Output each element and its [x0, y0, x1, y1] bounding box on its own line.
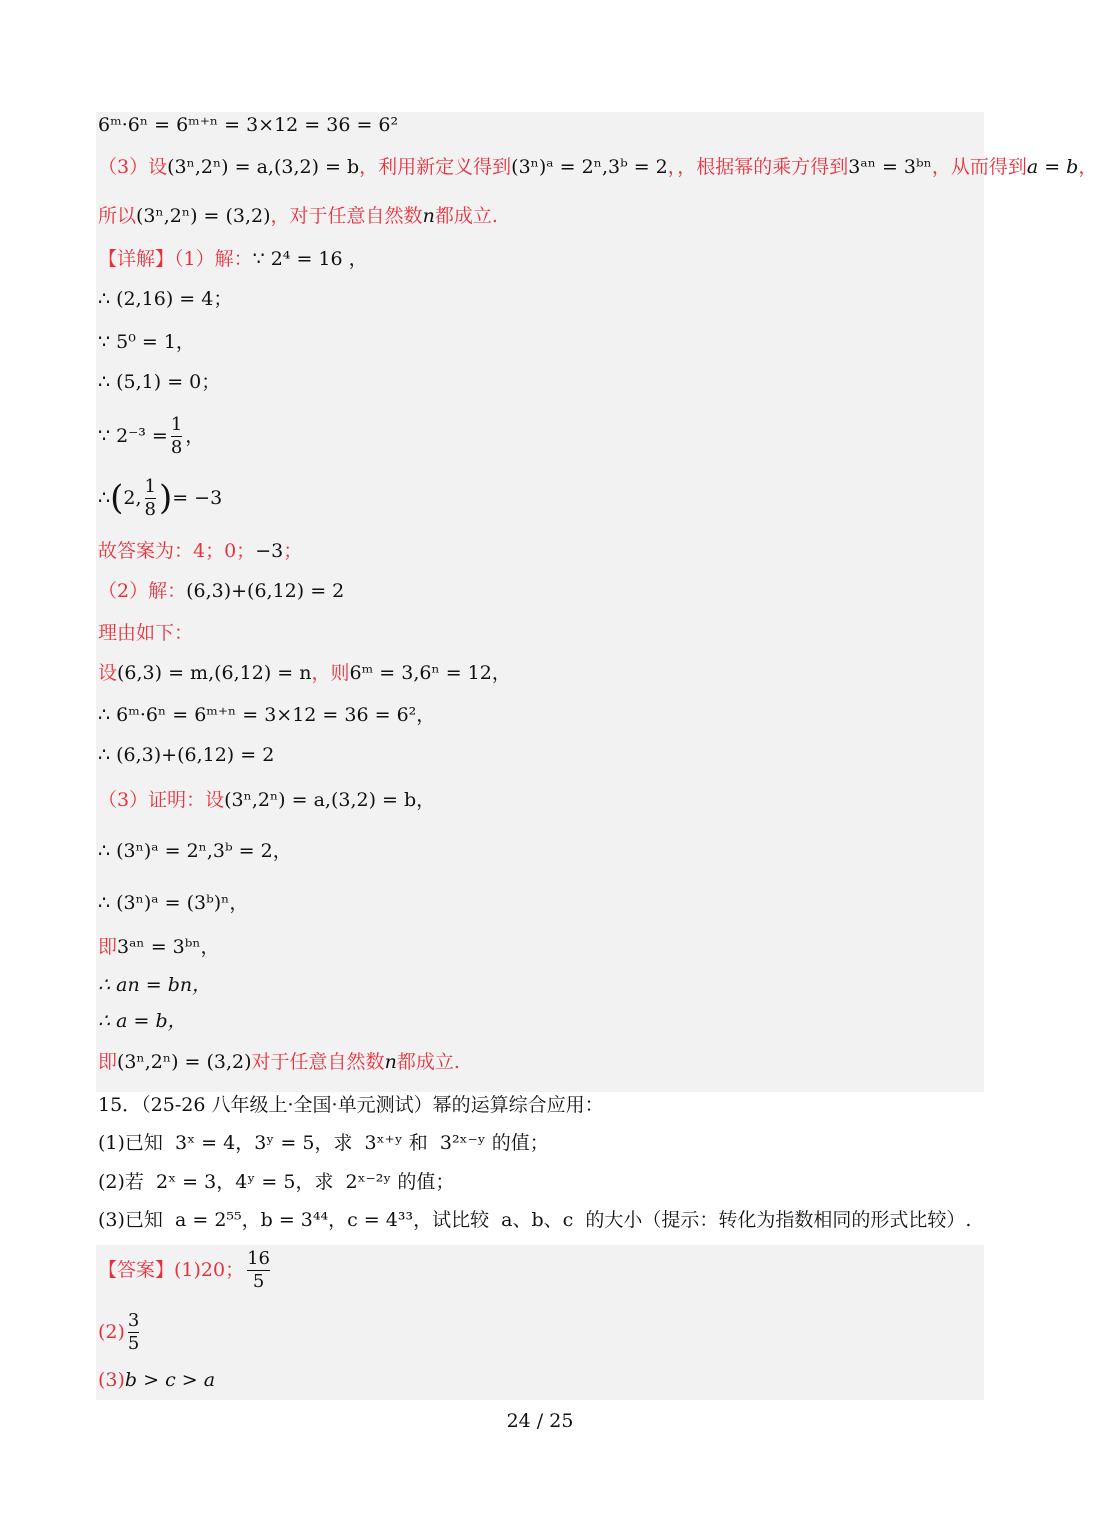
- equation: = −3: [172, 487, 223, 509]
- line-15: [98, 744, 274, 766]
- variable: n: [422, 205, 435, 227]
- question-15-part-1: [98, 1132, 549, 1154]
- text: 即: [98, 936, 118, 958]
- equation: ∴ a = b，: [98, 1010, 187, 1032]
- equation: (3ⁿ)ᵃ = 2ⁿ,3ᵇ = 2: [511, 156, 668, 178]
- equation: ∵ 2⁻³ =: [98, 425, 168, 447]
- equation: (6,3)+(6,12) = 2: [186, 580, 345, 602]
- equation: 6ᵐ = 3,6ⁿ = 12，: [349, 662, 511, 684]
- numerator: 1: [170, 413, 183, 435]
- equation: a = b: [1026, 156, 1079, 178]
- text: ，: [185, 425, 205, 447]
- denominator: 8: [170, 436, 183, 458]
- numerator: 1: [144, 475, 156, 497]
- denominator: 5: [127, 1332, 140, 1354]
- question-15-part-2: [98, 1171, 454, 1193]
- line-11: [98, 580, 344, 602]
- text: (1)已知 3ˣ = 4，3ʸ = 5，求 3ˣ⁺ʸ 和 3²ˣ⁻ʸ 的值；: [98, 1132, 549, 1154]
- equation: 3ᵃⁿ = 3ᵇⁿ: [848, 156, 932, 178]
- line-9: [98, 476, 222, 520]
- equation: ∴ (3ⁿ)ᵃ = 2ⁿ,3ᵇ = 2，: [98, 840, 292, 862]
- therefore-symbol: ∴: [98, 487, 111, 509]
- equation: ∴ 6ᵐ·6ⁿ = 6ᵐ⁺ⁿ = 3×12 = 36 = 6²，: [98, 704, 436, 726]
- equation: ∴ (2,16) = 4；: [98, 288, 233, 310]
- line-18: [98, 892, 248, 914]
- line-13: [98, 662, 511, 684]
- answer-line-1: [98, 1248, 273, 1292]
- equation: 2,: [123, 487, 142, 509]
- text: 都成立.: [434, 205, 498, 227]
- equation: 3ᵃⁿ = 3ᵇⁿ，: [117, 936, 220, 958]
- equation: ∴ an = bn，: [98, 974, 212, 996]
- denominator: 8: [144, 498, 156, 520]
- line-12: [98, 622, 193, 644]
- line-4: [98, 248, 368, 270]
- answer-line-2: [98, 1310, 142, 1354]
- equation: (3ⁿ,2ⁿ) = (3,2): [117, 1051, 252, 1073]
- line-2: [98, 156, 1097, 178]
- line-21: [98, 1010, 187, 1032]
- answer-heading: 【答案】: [98, 1259, 175, 1281]
- text: (3)已知 a = 2⁵⁵，b = 3⁴⁴，c = 4³³，试比较 a、b、c 的大小（提示：转化为指数相同的形式比较）.: [98, 1209, 972, 1231]
- fraction: [145, 477, 156, 520]
- line-6: [98, 331, 195, 353]
- text: 即: [98, 1051, 118, 1073]
- fraction: [171, 415, 182, 458]
- fraction: [128, 1311, 139, 1354]
- text: ，利用新定义得到: [359, 156, 512, 178]
- text: ，，根据幂的乘方得到: [667, 156, 849, 178]
- equation: ∴ (5,1) = 0；: [98, 371, 221, 393]
- line-20: [98, 974, 211, 996]
- equation: (3ⁿ,2ⁿ) = a,(3,2) = b，: [224, 789, 436, 811]
- equation: (3ⁿ,2ⁿ) = (3,2): [136, 205, 271, 227]
- equation: −3: [255, 540, 284, 562]
- text: 理由如下：: [98, 622, 194, 644]
- fraction: [247, 1249, 270, 1292]
- line-8: [98, 414, 204, 458]
- text: 设: [98, 662, 118, 684]
- equation: ∴ (6,3)+(6,12) = 2: [98, 744, 275, 766]
- text: 15．（25-26 八年级上·全国·单元测试）幂的运算综合应用：: [98, 1094, 604, 1116]
- equation: ∴ (3ⁿ)ᵃ = (3ᵇ)ⁿ，: [98, 892, 249, 914]
- text: 都成立.: [396, 1051, 460, 1073]
- numerator: 3: [127, 1309, 140, 1331]
- line-22: [98, 1051, 460, 1073]
- text: （3）设: [98, 156, 168, 178]
- line-16: [98, 789, 435, 811]
- text: ，从而得到: [931, 156, 1027, 178]
- question-15-title: [98, 1094, 604, 1116]
- text: 对于任意自然数: [251, 1051, 385, 1073]
- text: ，: [1078, 156, 1097, 178]
- page-number: 24 / 25: [506, 1410, 574, 1432]
- numerator: 16: [247, 1247, 271, 1269]
- text: (2): [98, 1321, 125, 1343]
- text: (1)20；: [174, 1259, 245, 1281]
- equation: ∵ 5⁰ = 1，: [98, 331, 195, 353]
- equation: (3ⁿ,2ⁿ) = a,(3,2) = b: [167, 156, 360, 178]
- equation: b > c > a: [124, 1369, 216, 1391]
- denominator: 5: [252, 1270, 265, 1292]
- left-paren: (: [110, 478, 124, 518]
- equation: (6,3) = m,(6,12) = n: [117, 662, 312, 684]
- text: ，对于任意自然数: [270, 205, 423, 227]
- text: 所以: [98, 205, 137, 227]
- text: (3): [98, 1369, 125, 1391]
- answer-line-3: [98, 1369, 215, 1391]
- equation: ∵ 2⁴ = 16 ，: [252, 248, 368, 270]
- line-19: [98, 936, 220, 958]
- question-15-part-3: [98, 1209, 971, 1231]
- text: ；: [283, 540, 303, 562]
- line-1: [98, 114, 398, 136]
- equation: 6ᵐ·6ⁿ = 6ᵐ⁺ⁿ = 3×12 = 36 = 6²: [98, 114, 399, 136]
- detail-heading: 【详解】（1）解：: [98, 248, 253, 270]
- line-3: [98, 205, 498, 227]
- line-7: [98, 371, 220, 393]
- text: (2)若 2ˣ = 3，4ʸ = 5，求 2ˣ⁻²ʸ 的值；: [98, 1171, 455, 1193]
- variable: n: [384, 1051, 397, 1073]
- right-paren: ): [158, 478, 173, 518]
- line-14: [98, 704, 435, 726]
- text: 故答案为：4；0；: [98, 540, 256, 562]
- line-17: [98, 840, 292, 862]
- text: （3）证明：设: [98, 789, 225, 811]
- line-10: [98, 540, 302, 562]
- text: （2）解：: [98, 580, 187, 602]
- line-5: [98, 288, 232, 310]
- text: ，则: [311, 662, 350, 684]
